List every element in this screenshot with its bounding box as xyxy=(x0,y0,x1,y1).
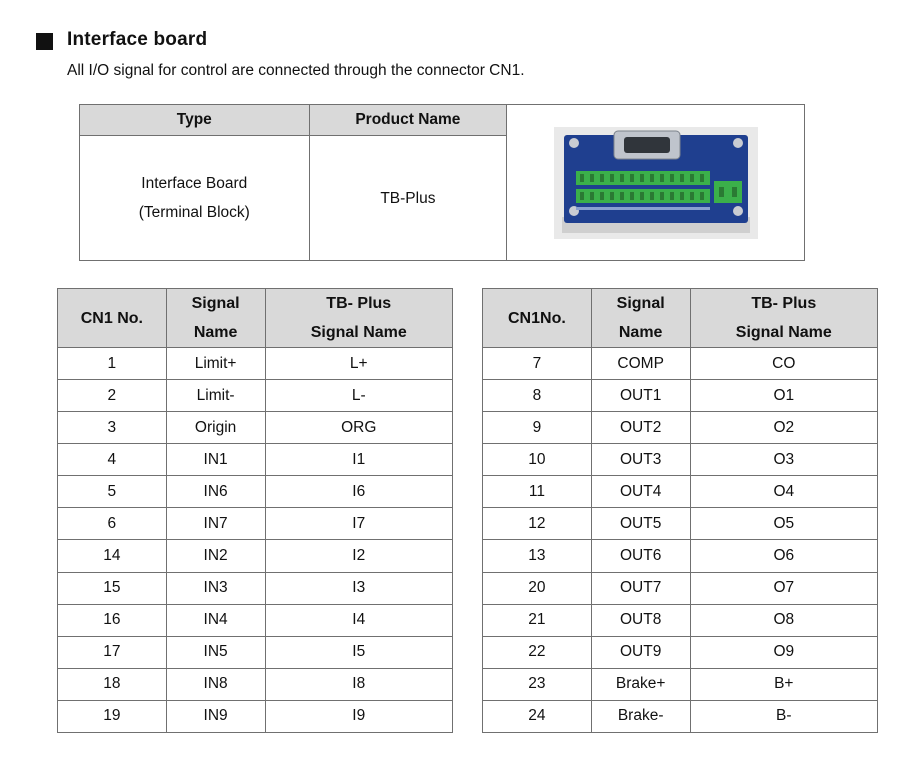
product-table xyxy=(79,104,805,261)
type-value xyxy=(80,136,310,261)
type-header: Type xyxy=(80,105,310,136)
cn1-no-cell: 13 xyxy=(483,540,592,572)
table-row xyxy=(483,348,878,380)
product-name-value: TB-Plus xyxy=(309,136,507,261)
section-title: Interface board xyxy=(67,29,208,50)
tb-header-line-2: Signal Name xyxy=(735,324,832,341)
signal-name-cell: IN7 xyxy=(166,508,265,540)
tb-signal-cell: O2 xyxy=(690,412,877,444)
type-line-2: (Terminal Block) xyxy=(138,204,250,221)
cn1-no-cell: 7 xyxy=(483,348,592,380)
cn1-no-cell: 16 xyxy=(58,604,167,636)
tb-signal-cell: I2 xyxy=(265,540,453,572)
cn1-no-cell: 15 xyxy=(58,572,167,604)
signal-name-cell: Limit- xyxy=(166,380,265,412)
tb-signal-cell: I4 xyxy=(265,604,453,636)
signal-name-cell: IN1 xyxy=(166,444,265,476)
tb-signal-cell: I5 xyxy=(265,636,453,668)
table-row xyxy=(483,380,878,412)
cn1-no-cell: 17 xyxy=(58,636,167,668)
cn1-no-cell: 11 xyxy=(483,476,592,508)
interface-board-image xyxy=(554,127,758,239)
section-intro: All I/O signal for control are connected through the connector CN1. xyxy=(67,62,525,79)
tb-signal-cell: I7 xyxy=(265,508,453,540)
cn1-no-cell: 20 xyxy=(483,572,592,604)
signal-name-cell: OUT8 xyxy=(591,604,690,636)
table-row xyxy=(483,508,878,540)
signal-name-cell: IN2 xyxy=(166,540,265,572)
cn1-no-cell: 23 xyxy=(483,668,592,700)
signal-name-cell: Origin xyxy=(166,412,265,444)
table-row xyxy=(58,604,453,636)
tb-signal-cell: I6 xyxy=(265,476,453,508)
cn1-no-cell: 9 xyxy=(483,412,592,444)
signal-name-cell: IN8 xyxy=(166,668,265,700)
table-row xyxy=(483,476,878,508)
tb-signal-cell: I8 xyxy=(265,668,453,700)
cn1-no-cell: 19 xyxy=(58,700,167,732)
table-row xyxy=(58,476,453,508)
tb-signal-cell: O6 xyxy=(690,540,877,572)
tb-header-line-2: Signal Name xyxy=(310,324,407,341)
cn1-no-cell: 21 xyxy=(483,604,592,636)
cn1-no-cell: 4 xyxy=(58,444,167,476)
cn1-no-cell: 22 xyxy=(483,636,592,668)
table-row xyxy=(58,636,453,668)
section-bullet xyxy=(36,33,53,50)
table-row xyxy=(58,540,453,572)
signal-name-header xyxy=(166,289,265,348)
signal-name-cell: OUT4 xyxy=(591,476,690,508)
tb-signal-cell: B- xyxy=(690,700,877,732)
signal-name-cell: IN6 xyxy=(166,476,265,508)
table-row xyxy=(58,700,453,732)
tb-signal-cell: ORG xyxy=(265,412,453,444)
signal-header-line-2: Name xyxy=(618,324,663,341)
signal-name-cell: IN4 xyxy=(166,604,265,636)
cn1-no-cell: 12 xyxy=(483,508,592,540)
tb-signal-cell: O3 xyxy=(690,444,877,476)
signal-name-cell: IN9 xyxy=(166,700,265,732)
table-row xyxy=(58,444,453,476)
cn1-no-cell: 6 xyxy=(58,508,167,540)
cn1-no-cell: 8 xyxy=(483,380,592,412)
signal-header-line-1: Signal xyxy=(191,295,240,312)
signal-name-cell: OUT5 xyxy=(591,508,690,540)
table-row xyxy=(483,604,878,636)
signal-header-line-1: Signal xyxy=(616,295,665,312)
cn1-no-cell: 14 xyxy=(58,540,167,572)
tb-signal-cell: I9 xyxy=(265,700,453,732)
signal-name-cell: OUT7 xyxy=(591,572,690,604)
table-row xyxy=(483,572,878,604)
type-line-1: Interface Board xyxy=(141,175,248,192)
signal-name-cell: OUT2 xyxy=(591,412,690,444)
tb-signal-cell: O7 xyxy=(690,572,877,604)
tb-signal-cell: I3 xyxy=(265,572,453,604)
cn1-no-cell: 18 xyxy=(58,668,167,700)
signal-table-right xyxy=(482,288,878,733)
cn1-no-cell: 3 xyxy=(58,412,167,444)
table-row xyxy=(483,668,878,700)
signal-name-cell: OUT1 xyxy=(591,380,690,412)
table-row xyxy=(58,668,453,700)
signal-name-cell: COMP xyxy=(591,348,690,380)
cn1-no-cell: 2 xyxy=(58,380,167,412)
signal-header-line-2: Name xyxy=(193,324,238,341)
cn1-no-cell: 1 xyxy=(58,348,167,380)
tb-signal-cell: O1 xyxy=(690,380,877,412)
signal-name-cell: Brake- xyxy=(591,700,690,732)
table-row xyxy=(58,380,453,412)
table-row xyxy=(483,636,878,668)
tb-signal-cell: I1 xyxy=(265,444,453,476)
signal-name-header xyxy=(591,289,690,348)
product-name-header: Product Name xyxy=(309,105,507,136)
tb-signal-cell: O8 xyxy=(690,604,877,636)
signal-name-cell: OUT6 xyxy=(591,540,690,572)
cn1-no-cell: 24 xyxy=(483,700,592,732)
table-row xyxy=(58,348,453,380)
table-row xyxy=(483,412,878,444)
signal-name-cell: OUT9 xyxy=(591,636,690,668)
tb-header-line-1: TB- Plus xyxy=(751,295,817,312)
tb-signal-cell: L- xyxy=(265,380,453,412)
cn1-no-header: CN1 No. xyxy=(58,289,167,348)
tb-signal-cell: O4 xyxy=(690,476,877,508)
cn1-no-cell: 10 xyxy=(483,444,592,476)
tb-signal-cell: O5 xyxy=(690,508,877,540)
table-row xyxy=(58,508,453,540)
table-row xyxy=(483,444,878,476)
tb-header-line-1: TB- Plus xyxy=(326,295,392,312)
signal-table-left xyxy=(57,288,453,733)
signal-name-cell: OUT3 xyxy=(591,444,690,476)
cn1-no-header: CN1No. xyxy=(483,289,592,348)
table-row xyxy=(58,572,453,604)
tb-signal-cell: O9 xyxy=(690,636,877,668)
signal-name-cell: Brake+ xyxy=(591,668,690,700)
tb-signal-cell: L+ xyxy=(265,348,453,380)
signal-name-cell: IN3 xyxy=(166,572,265,604)
board-image-cell xyxy=(507,105,805,261)
tb-signal-cell: B+ xyxy=(690,668,877,700)
cn1-no-cell: 5 xyxy=(58,476,167,508)
table-row xyxy=(483,540,878,572)
table-row xyxy=(483,700,878,732)
tb-plus-header xyxy=(265,289,453,348)
signal-name-cell: Limit+ xyxy=(166,348,265,380)
table-row xyxy=(58,412,453,444)
tb-plus-header xyxy=(690,289,877,348)
tb-signal-cell: CO xyxy=(690,348,877,380)
signal-name-cell: IN5 xyxy=(166,636,265,668)
